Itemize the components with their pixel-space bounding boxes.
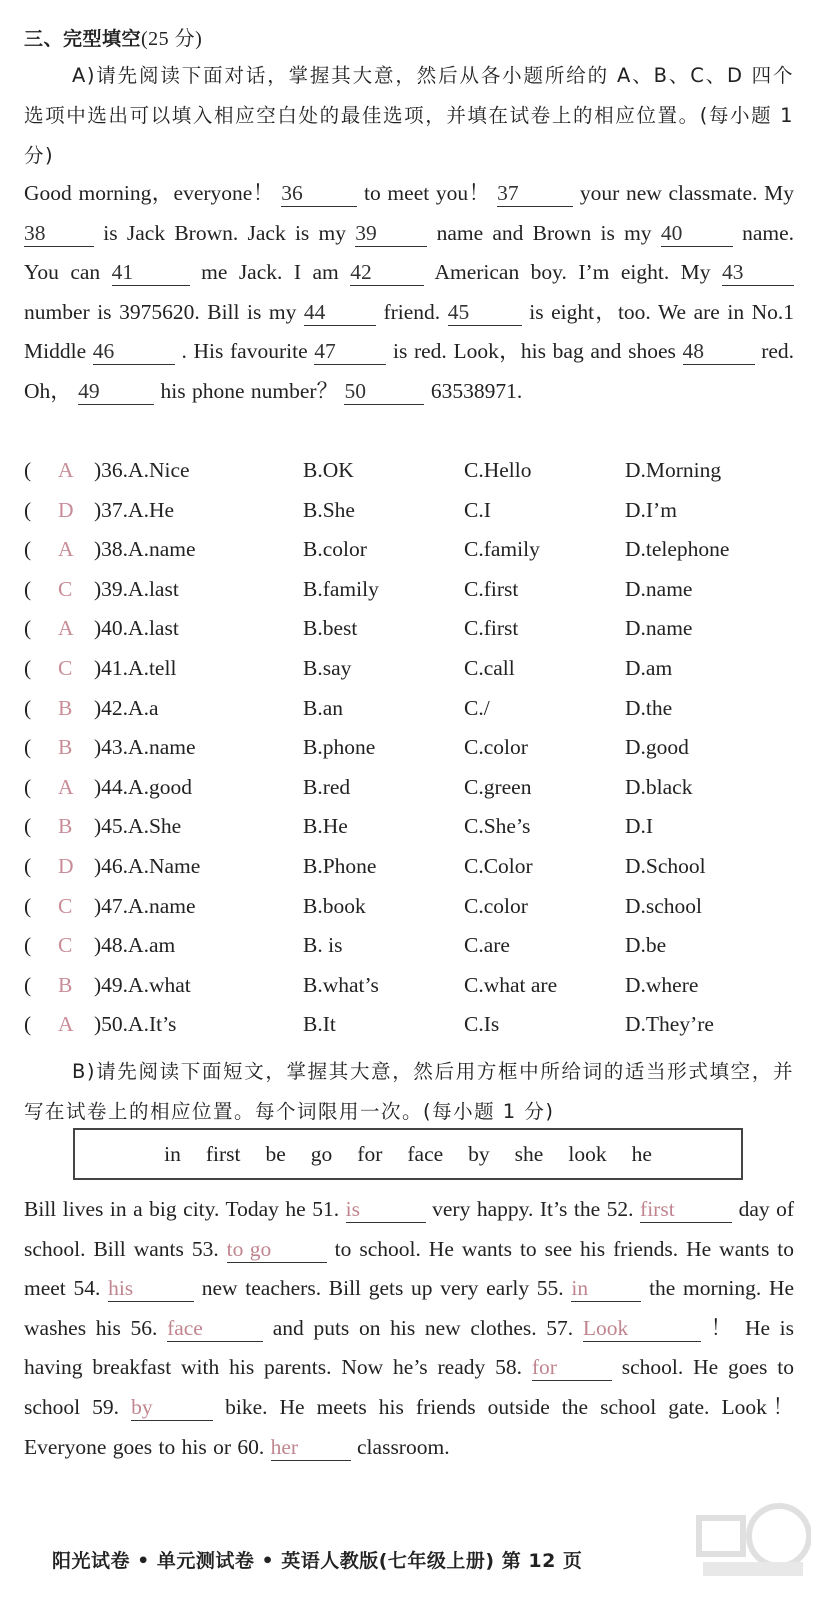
question-number: )48.: [94, 933, 129, 958]
question-row: [20, 965, 820, 1005]
part-a-passage: [24, 174, 794, 412]
blank-46: 46: [93, 338, 175, 365]
passage-text: classroom.: [357, 1434, 450, 1459]
part-b-passage: [24, 1190, 794, 1467]
question-number-and-option-a: [94, 656, 176, 681]
question-number: )38.: [94, 537, 129, 562]
answer-52: first: [640, 1196, 732, 1223]
passage-text: day of school. Bill wants 53.: [24, 1197, 795, 1261]
option-d: D.good: [625, 735, 689, 760]
option-d: D.School: [625, 853, 706, 878]
question-row: [20, 688, 820, 728]
selected-answer: B: [58, 735, 73, 760]
option-b: B.phone: [303, 735, 376, 760]
passage-text: name. You can: [24, 220, 795, 285]
passage-text: is Jack Brown. Jack is my: [103, 220, 347, 245]
question-number-and-option-a: [94, 696, 159, 721]
option-d: D.They’re: [625, 1012, 714, 1037]
option-b: B.family: [303, 576, 379, 601]
question-number: )43.: [94, 735, 129, 760]
passage-text: to school. He wants to see his friends. He wants to meet 54.: [24, 1236, 795, 1301]
question-row: [20, 767, 820, 807]
word-bank-item: first: [205, 1141, 241, 1166]
question-number-and-option-a: [94, 854, 200, 879]
blank-49: 49: [78, 378, 154, 405]
option-c: C.first: [464, 576, 519, 601]
option-a-text: A.good: [128, 774, 192, 799]
question-number: )46.: [94, 853, 129, 878]
question-number-and-option-a: [94, 1012, 176, 1037]
selected-answer: B: [58, 814, 73, 839]
question-number-and-option-a: [94, 933, 175, 958]
question-number: )40.: [94, 616, 129, 641]
option-c: C.Color: [464, 853, 533, 878]
option-a-text: A.name: [128, 735, 196, 760]
question-number: )37.: [94, 497, 129, 522]
question-number: )50.: [94, 1012, 129, 1037]
option-d: D.where: [625, 972, 699, 997]
question-row: [20, 450, 820, 490]
question-number: )42.: [94, 695, 129, 720]
selected-answer: A: [58, 1012, 74, 1037]
passage-text: red. Oh，: [24, 339, 795, 403]
question-row: [20, 846, 820, 886]
selected-answer: A: [58, 616, 74, 641]
option-c: C.are: [464, 933, 510, 958]
option-c: C.Is: [464, 1012, 500, 1037]
passage-text: bike. He meets his friends outside the school gate. Look！ Everyone goes to his or 60.: [24, 1394, 794, 1459]
option-b: B.red: [303, 774, 351, 799]
question-number: )49.: [94, 972, 129, 997]
passage-text: me Jack. I am: [201, 260, 351, 285]
answer-54: his: [108, 1275, 194, 1302]
passage-text: number is 3975620. Bill is my: [24, 299, 304, 324]
passage-text: friend.: [383, 299, 448, 324]
blank-43: 43: [722, 259, 794, 286]
word-bank-item: in: [164, 1141, 181, 1166]
question-row: [20, 886, 820, 926]
answer-53: to go: [227, 1236, 327, 1263]
option-d: D.the: [625, 695, 673, 720]
word-bank-item: by: [468, 1141, 490, 1166]
option-c: C.color: [464, 735, 528, 760]
answer-57: Look: [583, 1315, 701, 1342]
answer-55: in: [571, 1275, 641, 1302]
option-a-text: A.Nice: [128, 458, 190, 482]
open-paren: (: [24, 774, 32, 799]
question-number: )36.: [94, 458, 129, 482]
passage-text: Good morning，everyone！: [24, 181, 282, 205]
question-number: )44.: [94, 774, 129, 799]
blank-40: 40: [661, 220, 733, 247]
blank-39: 39: [355, 220, 427, 247]
question-number: )41.: [94, 655, 129, 680]
blank-48: 48: [683, 338, 755, 365]
open-paren: (: [24, 972, 32, 997]
option-c: C.family: [464, 537, 540, 562]
option-b: B.OK: [303, 458, 354, 482]
question-row: [20, 569, 820, 609]
question-number-and-option-a: [94, 458, 190, 483]
option-c: C.color: [464, 893, 528, 918]
passage-text: your new classmate. My: [579, 181, 795, 205]
option-a-text: A.name: [128, 893, 196, 918]
question-row: [20, 806, 820, 846]
question-row: [20, 608, 820, 648]
passage-text: to meet you！: [363, 181, 498, 205]
word-bank-item: look: [568, 1141, 607, 1166]
word-bank-item: face: [407, 1141, 444, 1166]
option-b: B.It: [303, 1012, 336, 1037]
passage-text: ！ He is having breakfast with his parents. Now he’s ready 58.: [24, 1315, 795, 1380]
option-b: B.best: [303, 616, 358, 641]
option-d: D.I’m: [625, 497, 677, 522]
passage-text: name and Brown is my: [436, 220, 661, 245]
selected-answer: D: [58, 853, 74, 878]
open-paren: (: [24, 537, 32, 562]
word-bank-item: he: [631, 1141, 652, 1166]
blank-37: 37: [497, 180, 573, 207]
question-number-and-option-a: [94, 735, 196, 760]
word-bank-box: [73, 1128, 743, 1180]
option-b: B.an: [303, 695, 344, 720]
question-number-and-option-a: [94, 577, 179, 602]
option-c: C.Hello: [464, 458, 532, 482]
option-c: C.what are: [464, 972, 558, 997]
option-b: B.She: [303, 497, 355, 522]
question-number-and-option-a: [94, 616, 179, 641]
section-title-text: 三、完型填空: [24, 28, 142, 50]
section-title: [24, 22, 202, 51]
option-c: C.green: [464, 774, 532, 799]
selected-answer: C: [58, 655, 73, 680]
option-d: D.name: [625, 616, 693, 641]
option-a-text: A.It’s: [128, 1012, 177, 1037]
question-row: [20, 925, 820, 965]
answer-58: for: [532, 1354, 612, 1381]
selected-answer: A: [58, 458, 74, 482]
selected-answer: A: [58, 774, 74, 799]
option-c: C.call: [464, 655, 515, 680]
passage-text: American boy. I’m eight. My: [434, 260, 723, 285]
part-b-instruction: B)请先阅读下面短文，掌握其大意，然后用方框中所给词的适当形式填空，并写在试卷上的相应位置。每个词限用一次。(每小题 1 分): [24, 1060, 794, 1123]
word-bank-item: she: [514, 1141, 544, 1166]
option-d: D.be: [625, 933, 667, 958]
option-a-text: A.what: [128, 972, 191, 997]
watermark-logo-icon: [693, 1496, 811, 1582]
selected-answer: B: [58, 695, 73, 720]
question-number-and-option-a: [94, 775, 192, 800]
question-row: [20, 727, 820, 767]
option-b: B.say: [303, 655, 352, 680]
passage-text: very happy. It’s the 52.: [432, 1197, 634, 1221]
passage-text: and puts on his new clothes. 57.: [272, 1315, 574, 1340]
option-c: C.I: [464, 497, 491, 522]
section-score: (25 分): [141, 28, 203, 50]
question-row: [20, 490, 820, 530]
option-a-text: A.tell: [128, 655, 177, 680]
selected-answer: C: [58, 893, 73, 918]
option-a-text: A.name: [128, 537, 196, 562]
answer-56: face: [167, 1315, 263, 1342]
open-paren: (: [24, 893, 32, 918]
option-a-text: A.last: [128, 576, 179, 601]
word-bank-item: be: [265, 1141, 286, 1166]
option-b: B.He: [303, 814, 348, 839]
blank-41: 41: [112, 259, 190, 286]
selected-answer: B: [58, 972, 73, 997]
answer-59: by: [131, 1394, 213, 1421]
option-c: C./: [464, 695, 490, 720]
open-paren: (: [24, 933, 32, 958]
passage-text: the morning. He washes his 56.: [24, 1276, 795, 1340]
selected-answer: A: [58, 537, 74, 562]
selected-answer: D: [58, 497, 74, 522]
option-a-text: A.He: [128, 497, 175, 522]
passage-text: his phone number？: [160, 378, 345, 403]
option-a-text: A.Name: [128, 853, 201, 878]
open-paren: (: [24, 814, 32, 839]
option-b: B.Phone: [303, 853, 377, 878]
open-paren: (: [24, 1012, 32, 1037]
option-d: D.name: [625, 576, 693, 601]
open-paren: (: [24, 616, 32, 641]
open-paren: (: [24, 497, 32, 522]
page-footer: 阳光试卷 • 单元测试卷 • 英语人教版(七年级上册) 第 12 页: [52, 1550, 583, 1572]
option-d: D.I: [625, 814, 654, 839]
blank-38: 38: [24, 220, 94, 247]
passage-text: 63538971.: [430, 378, 523, 403]
option-d: D.Morning: [625, 458, 722, 482]
option-a-text: A.She: [128, 814, 182, 839]
passage-text: is red. Look，his bag and shoes: [392, 339, 676, 364]
option-d: D.am: [625, 655, 673, 680]
word-bank-item: go: [310, 1141, 333, 1166]
question-number: )45.: [94, 814, 129, 839]
question-number-and-option-a: [94, 973, 191, 998]
part-a-instruction: A)请先阅读下面对话，掌握其大意，然后从各小题所给的 A、B、C、D 四个选项中选出可以填入相应空白处的最佳选项，并填在试卷上的相应位置。(每小题 1 分): [24, 64, 794, 167]
blank-36: 36: [281, 180, 357, 207]
open-paren: (: [24, 735, 32, 760]
passage-text: is eight，too. We are in No.1 Middle: [24, 299, 795, 364]
blank-44: 44: [304, 299, 376, 326]
question-number: )47.: [94, 893, 129, 918]
blank-50: 50: [344, 378, 424, 405]
option-d: D.black: [625, 774, 693, 799]
question-number: )39.: [94, 576, 129, 601]
blank-45: 45: [448, 299, 522, 326]
question-number-and-option-a: [94, 814, 181, 839]
option-c: C.first: [464, 616, 519, 641]
option-b: B. is: [303, 933, 343, 958]
question-number-and-option-a: [94, 498, 174, 523]
selected-answer: C: [58, 576, 73, 601]
passage-text: school. He goes to school 59.: [24, 1355, 795, 1419]
option-b: B.color: [303, 537, 367, 562]
option-a-text: A.am: [128, 933, 176, 958]
open-paren: (: [24, 695, 32, 720]
question-row: [20, 648, 820, 688]
option-d: D.school: [625, 893, 703, 918]
option-a-text: A.a: [128, 695, 159, 720]
open-paren: (: [24, 853, 32, 878]
passage-text: . His favourite: [181, 339, 315, 364]
option-d: D.telephone: [625, 537, 730, 562]
passage-text: new teachers. Bill gets up very early 55.: [201, 1276, 564, 1301]
option-b: B.what’s: [303, 972, 379, 997]
open-paren: (: [24, 655, 32, 680]
blank-47: 47: [314, 338, 386, 365]
question-number-and-option-a: [94, 894, 196, 919]
answer-51: is: [346, 1196, 426, 1223]
word-bank-item: for: [357, 1141, 383, 1166]
blank-42: 42: [350, 259, 424, 286]
multiple-choice-list: [20, 450, 820, 1044]
option-b: B.book: [303, 893, 366, 918]
option-c: C.She’s: [464, 814, 531, 839]
answer-60: her: [271, 1434, 351, 1461]
open-paren: (: [24, 458, 32, 482]
question-row: [20, 1004, 820, 1044]
selected-answer: C: [58, 933, 73, 958]
open-paren: (: [24, 576, 32, 601]
question-row: [20, 529, 820, 569]
question-number-and-option-a: [94, 537, 196, 562]
option-a-text: A.last: [128, 616, 179, 641]
passage-text: Bill lives in a big city. Today he 51.: [24, 1197, 340, 1221]
